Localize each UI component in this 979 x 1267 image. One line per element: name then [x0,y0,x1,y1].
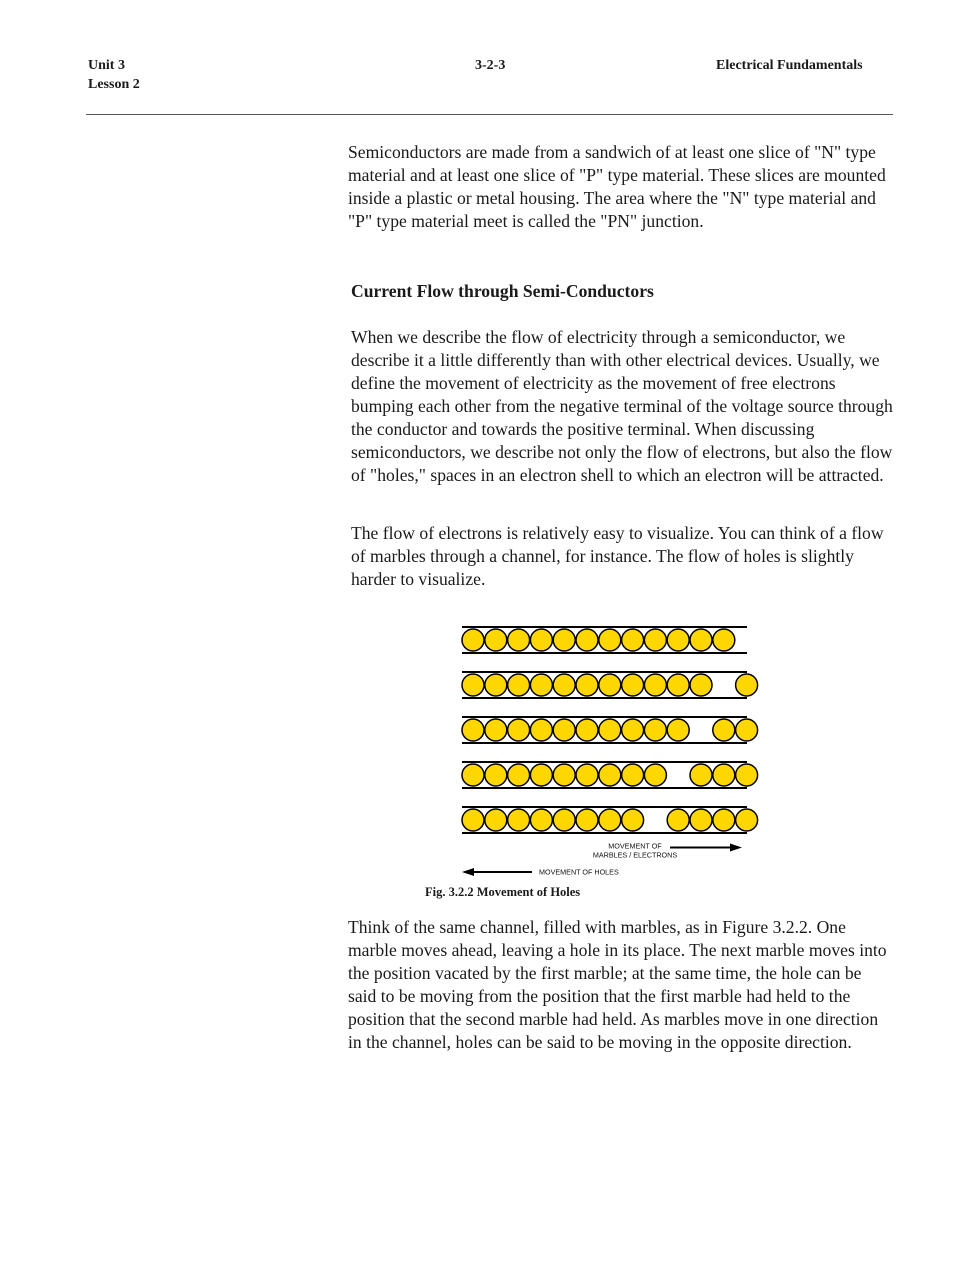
channel-row [462,807,758,833]
marble [530,629,552,651]
arrow-right-head [730,844,742,852]
paragraph-electricity-flow: When we describe the flow of electricity through a semiconductor, we describe it a little differently than with other electrical devices. Usually, we define the movement of electricity as the movement of free electrons bumping each other from the negative terminal of the voltage source through the conductor and towards the positive terminal. When discussing semiconductors, we describe not only the flow of electrons, but also the flow of "holes," spaces in an electron shell to which an electron will be attracted. [351,327,893,485]
marble [599,674,621,696]
marble [736,809,758,831]
paragraph-visualize: The flow of electrons is relatively easy to visualize. You can think of a flow of marbles through a channel, for instance. The flow of holes is slightly harder to visualize. [351,523,884,589]
marble [576,719,598,741]
marble [713,764,735,786]
marble [690,629,712,651]
marble [599,629,621,651]
marble [508,809,530,831]
marble [622,719,644,741]
marble [485,809,507,831]
marble [576,674,598,696]
marble [667,674,689,696]
marble [508,674,530,696]
marble [485,629,507,651]
marble [644,719,666,741]
marble [667,719,689,741]
marble [622,629,644,651]
figure-caption: Fig. 3.2.2 Movement of Holes [425,885,581,899]
marble [530,809,552,831]
label-movement-of: MOVEMENT OF [608,841,662,851]
channel-row [462,717,758,743]
marble [530,674,552,696]
marble [508,629,530,651]
header-course-title: Electrical Fundamentals [716,58,863,73]
label-movement-of-holes: MOVEMENT OF HOLES [539,867,619,877]
paragraph-holes-explanation: Think of the same channel, filled with marbles, as in Figure 3.2.2. One marble moves ahead, leaving a hole in its place. The next marble moves into the position vacated by the first marble; at the same time, the hole can be said to be moving from the position that the first marble had held to the position that the second marble had held. As marbles move in one direction in the channel, holes can be said to be moving in the opposite direction. [348,917,887,1052]
marble [530,719,552,741]
marble [644,629,666,651]
marble [485,674,507,696]
marble [622,809,644,831]
intro-paragraph: Semiconductors are made from a sandwich of at least one slice of "N" type material and at least one slice of "P" type material. These slices are mounted inside a plastic or metal housing. The area where the "N" type material and "P" type material meet is called the "PN" junction. [348,142,886,231]
marble [553,809,575,831]
marble [599,764,621,786]
marble [485,719,507,741]
marble [622,674,644,696]
channel-row [462,762,758,788]
marble [644,764,666,786]
header-unit: Unit 3 [88,58,125,73]
marble [508,764,530,786]
header-page-number: 3-2-3 [475,58,506,73]
marble [713,629,735,651]
marble [622,764,644,786]
marble [553,719,575,741]
marble [576,764,598,786]
marble [667,809,689,831]
marble [667,629,689,651]
marble [462,629,484,651]
marble [690,809,712,831]
marble [462,719,484,741]
header-lesson: Lesson 2 [88,77,140,92]
marble [553,629,575,651]
marble [713,809,735,831]
marble [462,764,484,786]
arrow-left-head [462,868,474,876]
channel-row [462,672,758,698]
marble-channel-figure [420,612,780,887]
marble [690,764,712,786]
marble [553,764,575,786]
label-marbles-electrons: MARBLES / ELECTRONS [592,850,678,860]
marble [599,719,621,741]
marble [530,764,552,786]
marble [462,809,484,831]
marble [553,674,575,696]
header-divider [86,114,893,115]
marble [576,809,598,831]
marble-channels [462,627,758,833]
marble [736,764,758,786]
marble [644,674,666,696]
section-heading: Current Flow through Semi-Conductors [351,281,654,301]
marble [508,719,530,741]
marble [576,629,598,651]
marble [485,764,507,786]
marble [736,719,758,741]
marble [599,809,621,831]
marble [713,719,735,741]
channel-row [462,627,747,653]
marble [462,674,484,696]
marble [736,674,758,696]
marble [690,674,712,696]
